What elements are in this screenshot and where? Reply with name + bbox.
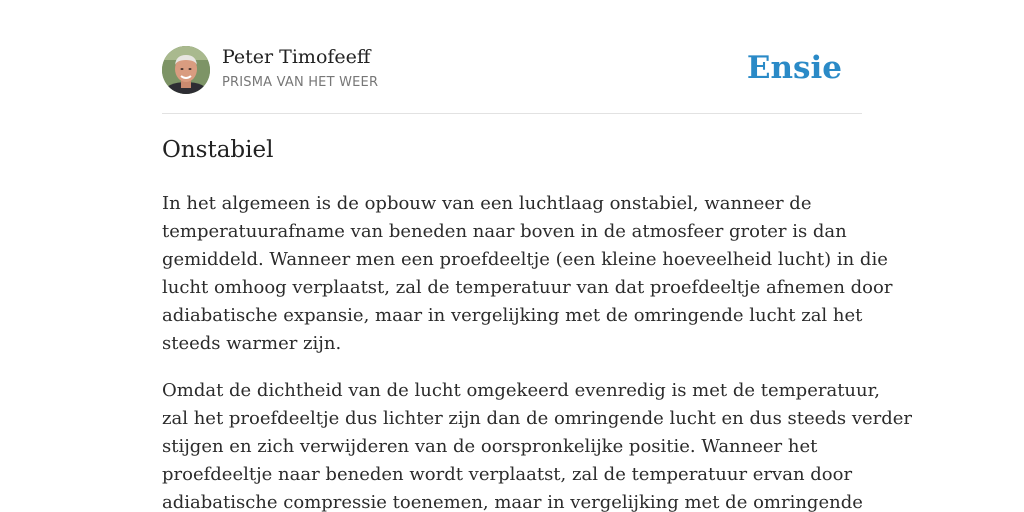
paragraph-line: temperatuurafname van beneden naar boven in de atmosfeer groter is dan xyxy=(162,221,847,242)
paragraph-line: Omdat de dichtheid van de lucht omgekeerd evenredig is met de temperatuur, xyxy=(162,380,880,401)
avatar-photo xyxy=(162,46,210,94)
article-title: Onstabiel xyxy=(162,137,274,163)
paragraph-line: In het algemeen is de opbouw van een luchtlaag onstabiel, wanneer de xyxy=(162,193,812,214)
paragraph-line: zal het proefdeeltje dus lichter zijn dan de omringende lucht en dus steeds verder xyxy=(162,408,913,429)
brand-logo[interactable]: Ensie xyxy=(746,50,842,86)
article-paragraph xyxy=(162,190,893,358)
paragraph-line: gemiddeld. Wanneer men een proefdeeltje (een kleine hoeveelheid lucht) in die xyxy=(162,249,888,270)
header-divider xyxy=(162,113,862,114)
article-body xyxy=(162,190,913,512)
paragraph-line: steeds warmer zijn. xyxy=(162,333,342,354)
author-avatar[interactable] xyxy=(162,46,210,94)
paragraph-line: adiabatische expansie, maar in vergelijking met de omringende lucht zal het xyxy=(162,305,863,326)
author-subtitle[interactable]: PRISMA VAN HET WEER xyxy=(222,75,379,90)
article-paragraph xyxy=(162,377,913,512)
paragraph-line: adiabatische compressie toenemen, maar in vergelijking met de omringende xyxy=(162,492,863,512)
author-name[interactable]: Peter Timofeeff xyxy=(222,46,371,68)
paragraph-line: lucht omhoog verplaatst, zal de temperatuur van dat proefdeeltje afnemen door xyxy=(162,277,893,298)
paragraph-line: stijgen en zich verwijderen van de oorspronkelijke positie. Wanneer het xyxy=(162,436,818,457)
header xyxy=(162,46,862,96)
paragraph-line: proefdeeltje naar beneden wordt verplaatst, zal de temperatuur ervan door xyxy=(162,464,853,485)
